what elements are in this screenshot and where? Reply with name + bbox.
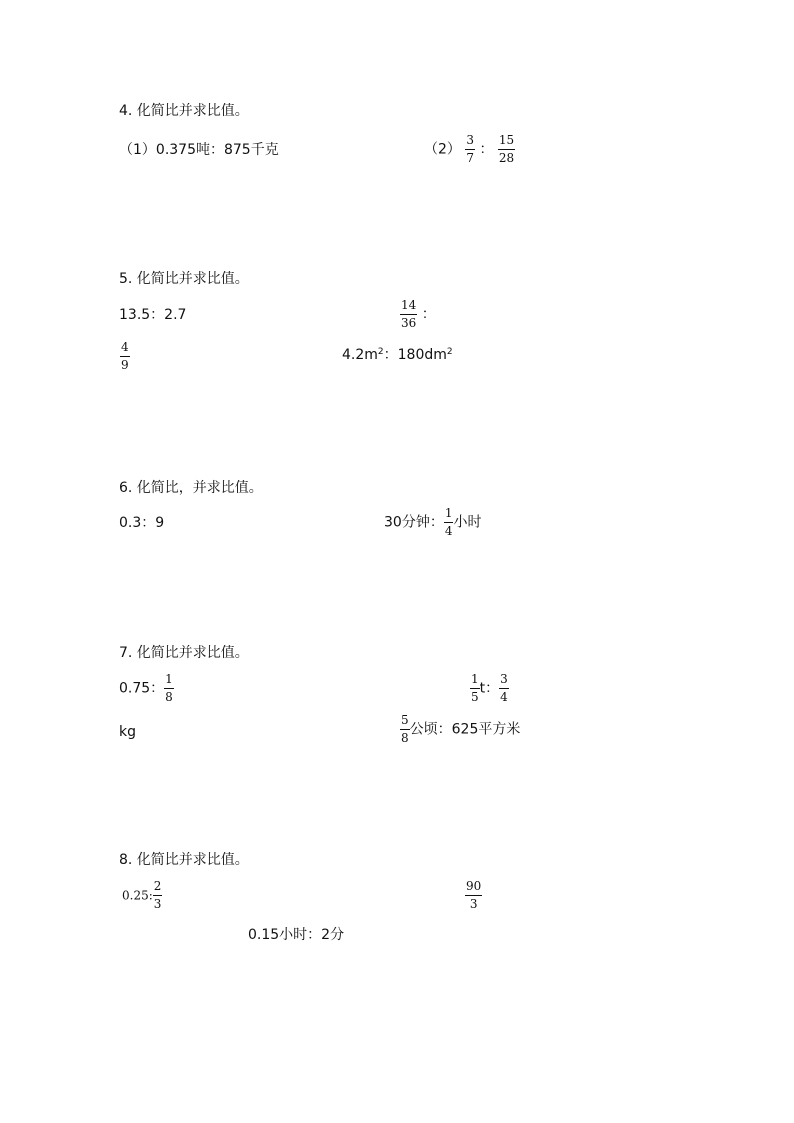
q7-fraction-a: $\frac{1}{8}$ — [165, 672, 173, 705]
q8-problem-3: 0.15小时：2分 — [248, 927, 345, 943]
q6-problem-1: 0.3：9 — [119, 515, 165, 531]
q7-problem-3: $\frac{5}{8}$ 公顷：625平方米 — [401, 713, 521, 746]
q7-heading: 7. 化简比并求比值。 — [119, 645, 249, 661]
q5-problem-2-end — [120, 341, 130, 372]
q6-heading: 6. 化简比，并求比值。 — [119, 480, 263, 496]
q5-colon: ： — [421, 306, 436, 323]
q5-fraction-a: $\frac{14}{36}$ — [401, 298, 417, 331]
q7-fraction-b: $\frac{1}{5}$ — [471, 672, 479, 705]
q5-problem-3: $4.2m^2$：$180dm^2$ — [342, 347, 453, 363]
q6-problem-2: 30分钟： $\frac{1}{4}$ 小时 — [384, 506, 482, 539]
q7-problem-1: 0.75： $\frac{1}{8}$ — [119, 672, 173, 705]
q4-colon: ： — [479, 141, 494, 158]
q8-heading: 8. 化简比并求比值。 — [119, 852, 249, 868]
q8-problem-1: 0.25: $\frac{2}{3}$ — [122, 879, 162, 912]
q7-fraction-d: $\frac{5}{8}$ — [401, 713, 409, 746]
q4-problem-1: （1）0.375吨：875千克 — [119, 142, 279, 158]
q4-fraction-a: $\frac{3}{7}$ — [466, 133, 475, 166]
q8-problem-2 — [465, 880, 482, 911]
q5-fraction-b: $\frac{4}{9}$ — [121, 340, 129, 373]
q5-heading: 5. 化简比并求比值。 — [119, 271, 249, 287]
q5-problem-2-start — [400, 299, 436, 330]
q7-problem-2: $\frac{1}{5}$ t： $\frac{3}{4}$ — [471, 672, 508, 705]
q6-fraction: $\frac{1}{4}$ — [444, 506, 453, 539]
q7-fraction-c: $\frac{3}{4}$ — [500, 672, 508, 705]
q7-unit-kg: kg — [119, 724, 136, 740]
q4-fraction-b: $\frac{15}{28}$ — [498, 133, 515, 166]
q4-problem-2-label: （2） — [424, 141, 461, 158]
q8-fraction-b: $\frac{90}{3}$ — [466, 879, 482, 912]
q4-heading: 4. 化简比并求比值。 — [119, 103, 249, 119]
q5-problem-1: 13.5：2.7 — [119, 307, 187, 323]
q4-problem-2 — [424, 134, 515, 165]
q8-fraction-a: $\frac{2}{3}$ — [153, 879, 162, 912]
